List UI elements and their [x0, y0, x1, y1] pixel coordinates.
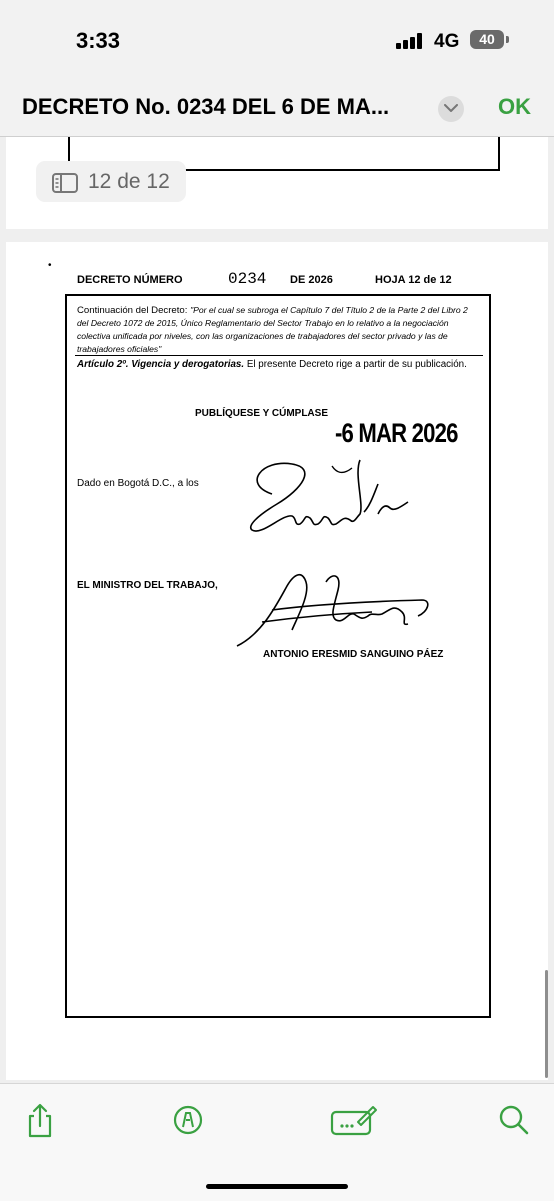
share-icon: [20, 1100, 60, 1140]
signal-icon: [396, 33, 428, 49]
header-label: DECRETO NÚMERO: [77, 274, 183, 286]
article-label: Artículo 2º.: [77, 359, 129, 370]
done-button[interactable]: OK: [498, 94, 531, 119]
divider-rule: [75, 355, 483, 356]
minister-title: EL MINISTRO DEL TRABAJO,: [77, 580, 218, 591]
date-stamp: -6 MAR 2026: [335, 418, 458, 448]
president-signature: [232, 454, 412, 540]
battery-tip: [506, 36, 509, 43]
home-indicator[interactable]: [206, 1184, 348, 1189]
given-in-line: Dado en Bogotá D.C., a los: [77, 478, 199, 489]
battery-icon: 40: [470, 30, 504, 49]
status-bar: [0, 0, 554, 80]
markup-icon: [168, 1100, 208, 1140]
chevron-down-icon: [444, 104, 458, 113]
page-indicator-label: 12 de 12: [88, 170, 170, 193]
previous-page: [6, 137, 548, 229]
minister-name: ANTONIO ERESMID SANGUINO PÁEZ: [263, 649, 444, 660]
network-type: 4G: [434, 31, 460, 52]
sidebar-icon: [52, 173, 78, 193]
search-icon: [494, 1100, 534, 1140]
publish-line: PUBLÍQUESE Y CÚMPLASE: [195, 408, 328, 419]
markup-button[interactable]: [168, 1100, 208, 1140]
header-sheet: HOJA 12 de 12: [375, 274, 452, 286]
status-time: 3:33: [76, 28, 121, 53]
continuation-text: "Por el cual se subroga el Capítulo 7 del Título 2 de la Parte 2 del Libro 2 del Decreto 1072 de 2015, Único Reglamentario del Sector Trabajo en lo relativo a la negociación colectiva unificada por niveles, con las organizaciones de trabajadores del sector privado y las de trabajadores oficiales": [77, 305, 468, 354]
page-indicator[interactable]: [36, 161, 186, 202]
signature-icon: [330, 1100, 378, 1140]
page-frame: [65, 294, 491, 1018]
search-button[interactable]: [494, 1100, 534, 1140]
share-button[interactable]: [20, 1100, 60, 1140]
article-block: [77, 358, 479, 371]
scroll-indicator[interactable]: [545, 970, 548, 1078]
header-year: DE 2026: [290, 274, 333, 286]
continuation-block: [77, 304, 479, 356]
signature-button[interactable]: [330, 1100, 370, 1140]
document-page: [6, 242, 548, 1080]
continuation-label: Continuación del Decreto:: [77, 305, 188, 316]
minister-signature: [232, 564, 442, 654]
article-title: Vigencia y derogatorias.: [131, 359, 245, 370]
page-mark: •: [48, 260, 52, 271]
article-text: El presente Decreto rige a partir de su publicación.: [244, 359, 467, 370]
navigation-bar: [0, 80, 554, 136]
document-viewer[interactable]: [0, 137, 554, 1083]
title-menu-button[interactable]: [438, 96, 464, 122]
document-title[interactable]: DECRETO No. 0234 DEL 6 DE MA...: [22, 94, 390, 119]
header-number: 0234: [228, 270, 267, 288]
